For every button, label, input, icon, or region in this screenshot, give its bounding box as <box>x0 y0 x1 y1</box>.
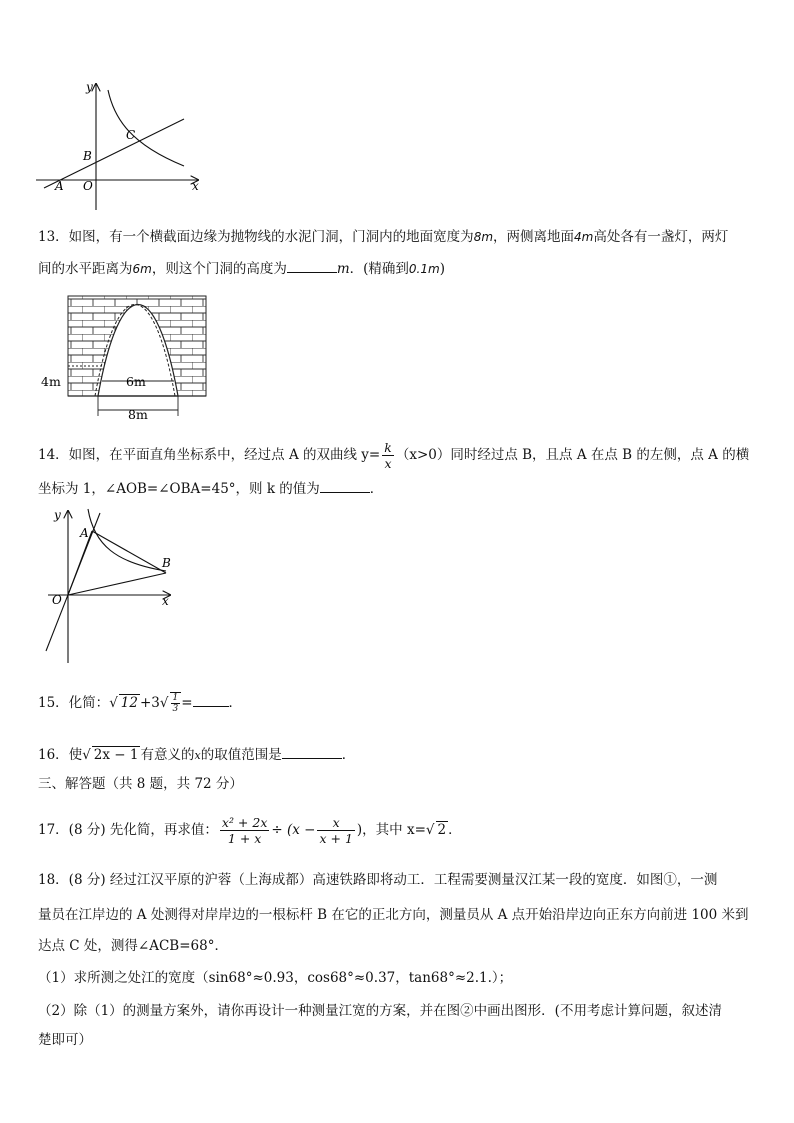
q14-fraction-den: x <box>384 456 392 471</box>
q17-radicand: 2 <box>437 822 447 838</box>
origin-label: O <box>52 593 62 607</box>
section-heading: 三、解答题（共 8 题，共 72 分） <box>38 776 243 792</box>
q17-fraction-1 <box>220 815 269 846</box>
q14-text-a: 14．如图，在平面直角坐标系中，经过点 A 的双曲线 y= <box>38 447 381 463</box>
q16-text-a: 16．使 <box>38 747 83 763</box>
q13-text-2d: ) <box>439 261 445 277</box>
q16-line <box>38 744 355 766</box>
q16-end: ． <box>341 747 356 763</box>
figure-triangle-hyperbola <box>40 505 185 665</box>
q13-height: 4m <box>574 230 594 244</box>
q17-den-1: 1 + x <box>227 831 262 846</box>
q18-line-3: 达点 C 处，测得∠ACB=68°． <box>38 938 228 954</box>
axis-label-y: y <box>86 80 93 94</box>
dim-label-6m: 6m <box>126 374 146 389</box>
sqrt-symbol: √ <box>82 747 91 763</box>
q13-unit: m <box>336 261 350 277</box>
axis-label-x: x <box>192 179 199 193</box>
q17-mid: ÷ (x − <box>271 822 316 838</box>
q18-line-5: （2）除（1）的测量方案外，请你再设计一种测量江宽的方案，并在图②中画出图形．(不用考虑计算问题，叙述清 <box>38 1003 722 1019</box>
q14-answer-blank[interactable] <box>320 478 370 493</box>
q13-width: 8m <box>473 230 494 244</box>
point-label-c: C <box>126 128 136 142</box>
q13-text-c: 高处各有一盏灯，两灯 <box>593 229 729 245</box>
q13-text-2c: ．(精确到 <box>349 261 409 277</box>
q17-line <box>38 815 462 846</box>
q17-num-2: x <box>317 815 354 831</box>
point-label-b: B <box>162 556 171 570</box>
point-label-b: B <box>83 149 92 163</box>
q16-answer-blank[interactable] <box>282 744 342 759</box>
point-label-a: A <box>80 526 89 540</box>
axis-label-x: x <box>162 594 169 608</box>
origin-label: O <box>83 179 93 193</box>
point-label-a: A <box>55 179 64 193</box>
q14-line-1 <box>38 440 749 471</box>
dim-label-8m: 8m <box>128 407 148 422</box>
q14-fraction-num: k <box>384 440 392 455</box>
q17-end: ． <box>448 822 462 838</box>
q13-distance: 6m <box>132 262 152 276</box>
dim-label-4m: 4m <box>41 374 61 389</box>
q17-fraction-2 <box>317 815 354 846</box>
q15-answer-blank[interactable] <box>193 692 229 707</box>
q15-end: ． <box>228 695 243 711</box>
axis-label-y: y <box>54 508 61 522</box>
q18-line-2: 量员在江岸边的 A 处测得对岸岸边的一根标杆 B 在它的正北方向，测量员从 A 点开始沿岸边向正东方向前进 100 米到 <box>38 907 749 923</box>
q17-den-2: x + 1 <box>319 831 353 846</box>
q13-answer-blank[interactable] <box>287 258 337 273</box>
q17-close: )，其中 x= <box>356 822 426 838</box>
q14-text-c: 坐标为 1，∠AOB=∠OBA=45°，则 k 的值为 <box>38 481 320 497</box>
q16-text-b: 有意义的 <box>140 747 195 763</box>
q13-text-2: 间的水平距离为 <box>38 261 133 277</box>
q15-plus: +3 <box>139 695 160 711</box>
q15-text: 15．化简： <box>38 695 110 711</box>
q15-line <box>38 692 242 714</box>
sqrt-symbol: √ <box>109 695 118 711</box>
q13-precision: 0.1m <box>408 262 440 276</box>
sqrt-symbol: √ <box>159 695 169 711</box>
q13-text: 13．如图，有一个横截面边缘为抛物线的水泥门洞，门洞内的地面宽度为 <box>38 229 474 245</box>
q17-num-1: x² + 2x <box>221 815 268 830</box>
q14-text-b: （x>0）同时经过点 B，且点 A 在点 B 的左侧，点 A 的横 <box>395 447 750 463</box>
q14-fraction <box>382 440 394 471</box>
q17-text: 17．(8 分) 先化简，再求值： <box>38 822 218 838</box>
q16-variable: x <box>194 749 201 762</box>
q18-line-4: （1）求所测之处江的宽度（sin68°≈0.93，cos68°≈0.37，tan68°≈2.1.）； <box>38 970 513 986</box>
q15-radicand-frac <box>170 692 182 714</box>
q14-text-d: ． <box>369 481 384 497</box>
figure-brick-arch <box>38 292 213 422</box>
q13-text-2b: ，则这个门洞的高度为 <box>151 261 287 277</box>
q13-text-b: ，两侧离地面 <box>493 229 575 245</box>
q13-line-1 <box>38 227 728 247</box>
q15-num: 1 <box>172 693 179 703</box>
q15-equals: = <box>181 695 193 711</box>
q18-line-1: 18．(8 分) 经过江汉平原的沪蓉（上海成都）高速铁路即将动工．工程需要测量汉江某一段的宽度．如图①，一测 <box>38 872 718 888</box>
q13-line-2 <box>38 258 445 279</box>
q15-radicand: 12 <box>120 695 138 711</box>
q14-line-2 <box>38 478 383 499</box>
sqrt-symbol: √ <box>425 822 435 838</box>
q18-line-6: 楚即可） <box>38 1032 92 1048</box>
q16-radicand: 2x − 1 <box>93 747 139 763</box>
q16-text-c: 的取值范围是 <box>200 747 282 763</box>
figure-hyperbola-line <box>30 78 210 214</box>
q15-den: 3 <box>172 704 179 714</box>
